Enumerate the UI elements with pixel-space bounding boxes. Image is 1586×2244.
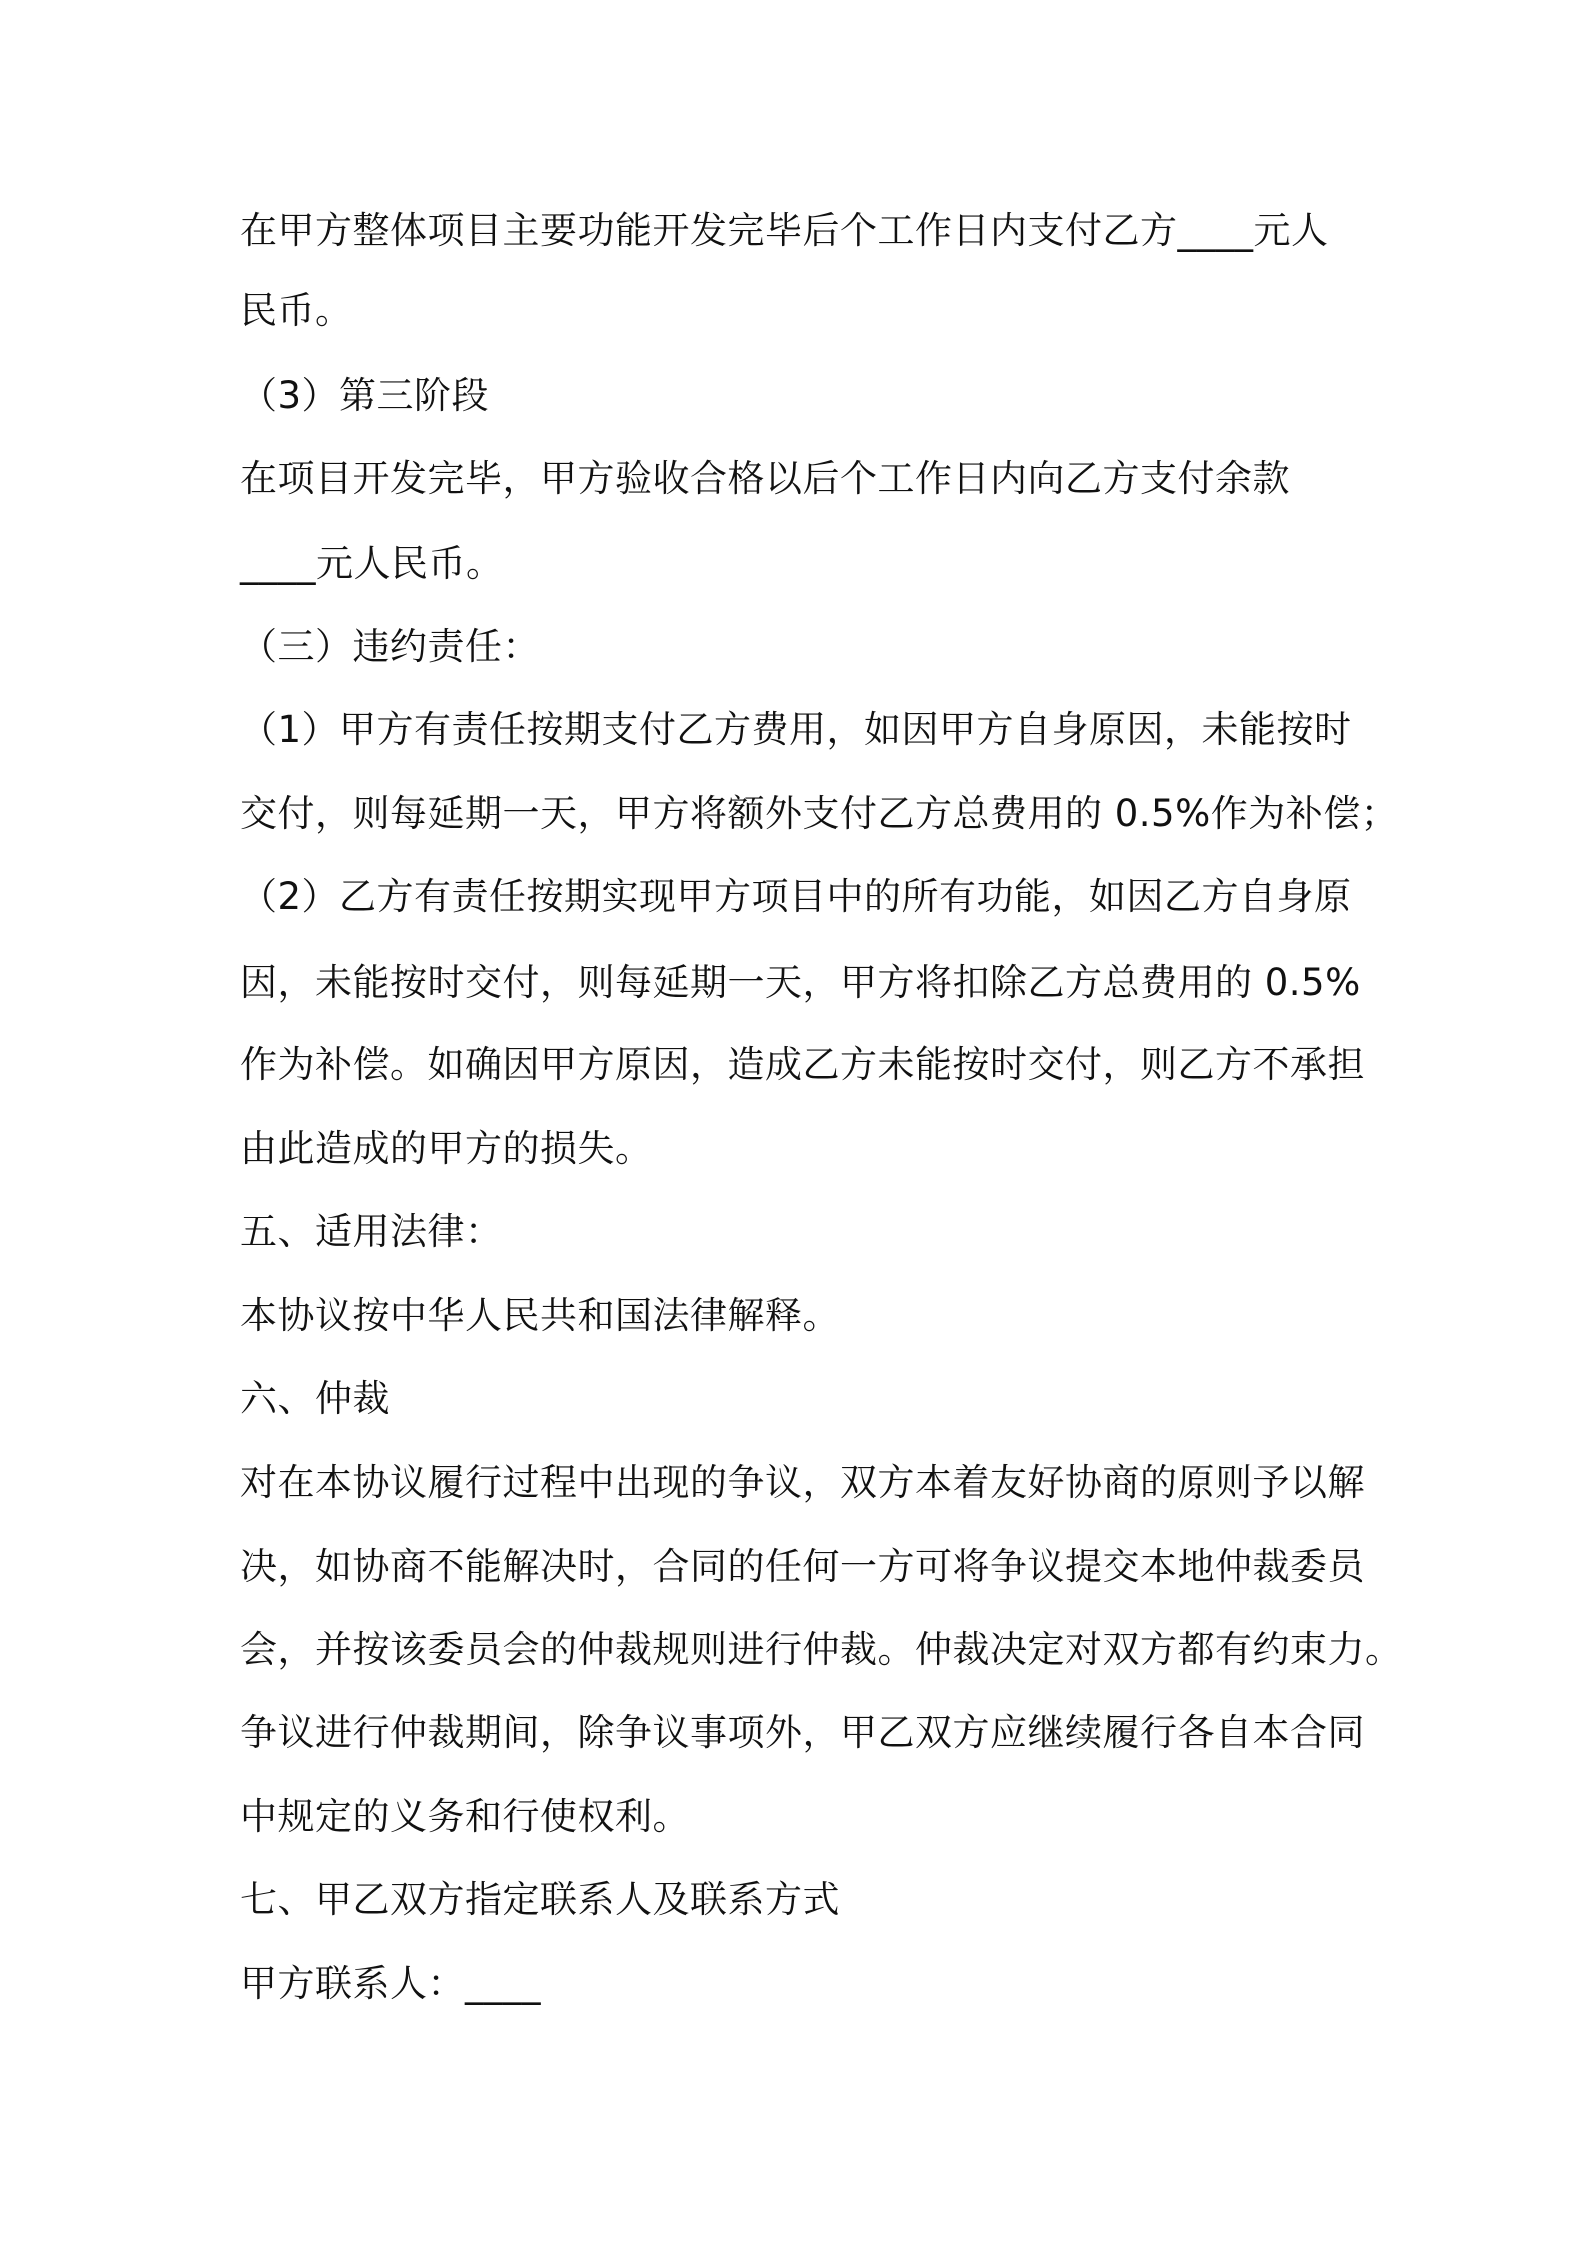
text-line: 在项目开发完毕，甲方验收合格以后个工作日内向乙方支付余款: [240, 457, 1290, 500]
text-line: 因，未能按时交付，则每延期一天，甲方将扣除乙方总费用的 0.5%: [240, 961, 1361, 1004]
section-heading: 五、适用法律：: [240, 1210, 503, 1253]
text-line: （2）乙方有责任按期实现甲方项目中的所有功能，如因乙方自身原: [240, 875, 1352, 918]
text-line: 作为补偿。如确因甲方原因，造成乙方未能按时交付，则乙方不承担: [240, 1043, 1365, 1086]
text-line: 会，并按该委员会的仲裁规则进行仲裁。仲裁决定对双方都有约束力。: [240, 1628, 1403, 1671]
text-line: 争议进行仲裁期间，除争议事项外，甲乙双方应继续履行各自本合同: [240, 1711, 1365, 1754]
text-line: 民币。: [240, 289, 353, 332]
section-heading: 七、甲乙双方指定联系人及联系方式: [240, 1878, 840, 1921]
section-heading: 六、仲裁: [240, 1377, 390, 1420]
text-line: 甲方联系人：____: [240, 1962, 541, 2005]
text-line: 对在本协议履行过程中出现的争议，双方本着友好协商的原则予以解: [240, 1461, 1365, 1504]
text-line: 中规定的义务和行使权利。: [240, 1795, 690, 1838]
text-line: （1）甲方有责任按期支付乙方费用，如因甲方自身原因，未能按时: [240, 708, 1352, 751]
section-heading: （3）第三阶段: [240, 374, 490, 417]
text-line: ____元人民币。: [240, 542, 504, 585]
text-line: 在甲方整体项目主要功能开发完毕后个工作日内支付乙方____元人: [240, 209, 1329, 252]
text-line: 由此造成的甲方的损失。: [240, 1127, 653, 1170]
text-line: 决，如协商不能解决时，合同的任何一方可将争议提交本地仲裁委员: [240, 1545, 1365, 1588]
section-heading: （三）违约责任：: [240, 625, 540, 668]
text-line: 本协议按中华人民共和国法律解释。: [240, 1294, 840, 1337]
text-line: 交付，则每延期一天，甲方将额外支付乙方总费用的 0.5%作为补偿；: [240, 792, 1399, 835]
